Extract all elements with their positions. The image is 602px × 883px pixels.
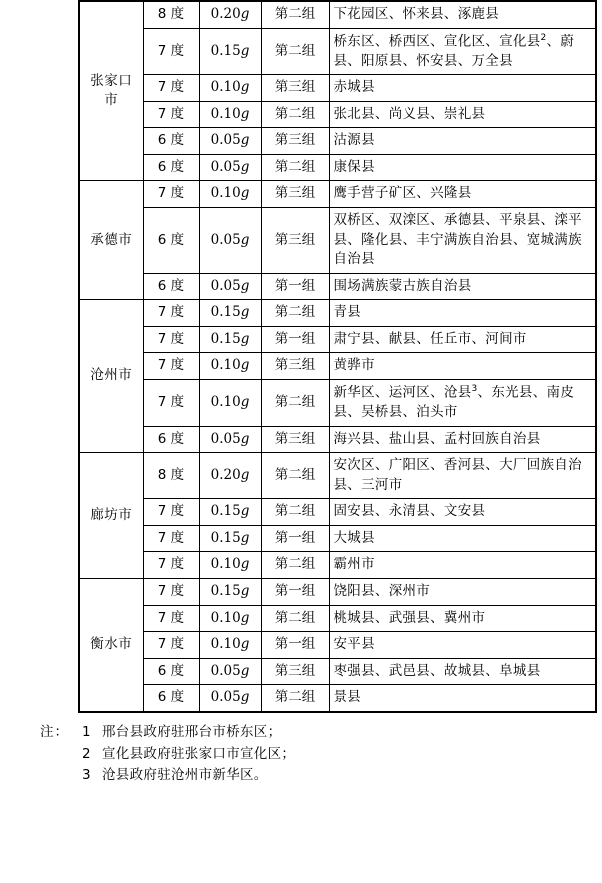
counties-cell: 桃城县、武强县、冀州市 — [329, 605, 596, 632]
table-row — [79, 605, 596, 632]
acceleration-cell: 0.05g — [199, 426, 261, 453]
counties-cell: 围场满族蒙古族自治县 — [329, 273, 596, 300]
acceleration-cell: 0.15g — [199, 525, 261, 552]
counties-cell: 霸州市 — [329, 552, 596, 579]
city-cell-langfang: 廊坊市 — [79, 453, 143, 579]
acceleration-cell: 0.15g — [199, 499, 261, 526]
acceleration-cell: 0.15g — [199, 326, 261, 353]
intensity-cell: 7 度 — [143, 300, 199, 327]
footnote-text: 宣化县政府驻张家口市宣化区； — [102, 745, 296, 762]
intensity-cell: 7 度 — [143, 379, 199, 426]
table-row — [79, 499, 596, 526]
intensity-cell: 7 度 — [143, 578, 199, 605]
counties-cell: 景县 — [329, 685, 596, 712]
city-cell-cangzhou: 沧州市 — [79, 300, 143, 453]
counties-cell: 固安县、永清县、文安县 — [329, 499, 596, 526]
counties-cell: 安次区、广阳区、香河县、大厂回族自治县、三河市 — [329, 453, 596, 499]
acceleration-cell: 0.10g — [199, 632, 261, 659]
design-group-cell: 第三组 — [261, 426, 329, 453]
design-group-cell: 第二组 — [261, 453, 329, 499]
acceleration-cell: 0.05g — [199, 273, 261, 300]
design-group-cell: 第二组 — [261, 154, 329, 181]
footnote-item — [40, 765, 602, 787]
acceleration-cell: 0.10g — [199, 353, 261, 380]
intensity-cell: 8 度 — [143, 1, 199, 28]
intensity-cell: 7 度 — [143, 101, 199, 128]
table-row — [79, 658, 596, 685]
design-group-cell: 第二组 — [261, 28, 329, 75]
design-group-cell: 第二组 — [261, 499, 329, 526]
intensity-cell: 7 度 — [143, 525, 199, 552]
acceleration-cell: 0.10g — [199, 181, 261, 208]
acceleration-cell: 0.10g — [199, 552, 261, 579]
table-row — [79, 426, 596, 453]
counties-cell: 青县 — [329, 300, 596, 327]
counties-cell: 桥东区、桥西区、宣化区、宣化县$^2$、蔚县、阳原县、怀安县、万全县 — [329, 28, 596, 75]
design-group-cell: 第三组 — [261, 75, 329, 102]
table-row — [79, 632, 596, 659]
footnote-item — [40, 744, 602, 766]
city-cell-chengde: 承德市 — [79, 181, 143, 300]
design-group-cell: 第一组 — [261, 525, 329, 552]
acceleration-cell: 0.05g — [199, 128, 261, 155]
intensity-cell: 7 度 — [143, 499, 199, 526]
city-cell-hengshui: 衡水市 — [79, 578, 143, 711]
design-group-cell: 第二组 — [261, 101, 329, 128]
table-footnotes — [40, 722, 602, 788]
footnote-label: 注： — [40, 723, 69, 740]
counties-cell: 双桥区、双滦区、承德县、平泉县、滦平县、隆化县、丰宁满族自治县、宽城满族自治县 — [329, 208, 596, 274]
acceleration-cell: 0.15g — [199, 28, 261, 75]
table-row — [79, 154, 596, 181]
table-row — [79, 578, 596, 605]
table-row — [79, 75, 596, 102]
table-row — [79, 525, 596, 552]
counties-cell: 饶阳县、深州市 — [329, 578, 596, 605]
design-group-cell: 第三组 — [261, 128, 329, 155]
counties-cell: 肃宁县、献县、任丘市、河间市 — [329, 326, 596, 353]
counties-cell: 鹰手营子矿区、兴隆县 — [329, 181, 596, 208]
design-group-cell: 第二组 — [261, 552, 329, 579]
intensity-cell: 7 度 — [143, 353, 199, 380]
counties-cell: 海兴县、盐山县、孟村回族自治县 — [329, 426, 596, 453]
table-row — [79, 273, 596, 300]
footnote-number: 3 — [82, 767, 91, 784]
design-group-cell: 第一组 — [261, 326, 329, 353]
design-group-cell: 第三组 — [261, 353, 329, 380]
footnote-text: 沧县政府驻沧州市新华区。 — [102, 767, 268, 784]
table-row — [79, 101, 596, 128]
acceleration-cell: 0.20g — [199, 1, 261, 28]
city-cell-zhangjiakou: 张家口市 — [79, 1, 143, 181]
table-row — [79, 1, 596, 28]
intensity-cell: 6 度 — [143, 128, 199, 155]
footnote-number: 2 — [82, 745, 91, 762]
design-group-cell: 第二组 — [261, 379, 329, 426]
intensity-cell: 6 度 — [143, 154, 199, 181]
acceleration-cell: 0.05g — [199, 685, 261, 712]
seismic-zoning-table — [78, 0, 597, 713]
intensity-cell: 7 度 — [143, 75, 199, 102]
table-body — [79, 1, 596, 712]
design-group-cell: 第二组 — [261, 1, 329, 28]
design-group-cell: 第一组 — [261, 632, 329, 659]
counties-cell: 康保县 — [329, 154, 596, 181]
footnote-item — [40, 722, 602, 744]
counties-cell: 张北县、尚义县、崇礼县 — [329, 101, 596, 128]
counties-cell: 黄骅市 — [329, 353, 596, 380]
intensity-cell: 8 度 — [143, 453, 199, 499]
table-row — [79, 552, 596, 579]
intensity-cell: 7 度 — [143, 632, 199, 659]
intensity-cell: 6 度 — [143, 273, 199, 300]
design-group-cell: 第三组 — [261, 181, 329, 208]
intensity-cell: 7 度 — [143, 28, 199, 75]
counties-cell: 大城县 — [329, 525, 596, 552]
counties-cell: 枣强县、武邑县、故城县、阜城县 — [329, 658, 596, 685]
intensity-cell: 6 度 — [143, 685, 199, 712]
intensity-cell: 7 度 — [143, 326, 199, 353]
design-group-cell: 第一组 — [261, 578, 329, 605]
acceleration-cell: 0.20g — [199, 453, 261, 499]
intensity-cell: 7 度 — [143, 181, 199, 208]
design-group-cell: 第二组 — [261, 685, 329, 712]
intensity-cell: 6 度 — [143, 208, 199, 274]
acceleration-cell: 0.05g — [199, 658, 261, 685]
intensity-cell: 7 度 — [143, 552, 199, 579]
design-group-cell: 第三组 — [261, 208, 329, 274]
table-row — [79, 453, 596, 499]
table-row — [79, 208, 596, 274]
counties-cell: 沽源县 — [329, 128, 596, 155]
counties-cell: 新华区、运河区、沧县$^3$、东光县、南皮县、吴桥县、泊头市 — [329, 379, 596, 426]
design-group-cell: 第二组 — [261, 605, 329, 632]
intensity-cell: 6 度 — [143, 658, 199, 685]
acceleration-cell: 0.15g — [199, 578, 261, 605]
acceleration-cell: 0.15g — [199, 300, 261, 327]
intensity-cell: 6 度 — [143, 426, 199, 453]
counties-cell: 安平县 — [329, 632, 596, 659]
table-row — [79, 300, 596, 327]
design-group-cell: 第三组 — [261, 658, 329, 685]
footnote-text: 邢台县政府驻邢台市桥东区； — [102, 723, 282, 740]
table-row — [79, 379, 596, 426]
design-group-cell: 第一组 — [261, 273, 329, 300]
acceleration-cell: 0.10g — [199, 75, 261, 102]
acceleration-cell: 0.10g — [199, 379, 261, 426]
counties-cell: 下花园区、怀来县、涿鹿县 — [329, 1, 596, 28]
table-row — [79, 685, 596, 712]
design-group-cell: 第二组 — [261, 300, 329, 327]
table-row — [79, 326, 596, 353]
footnote-number: 1 — [82, 723, 91, 740]
acceleration-cell: 0.10g — [199, 605, 261, 632]
table-row — [79, 128, 596, 155]
intensity-cell: 7 度 — [143, 605, 199, 632]
acceleration-cell: 0.10g — [199, 101, 261, 128]
table-row — [79, 353, 596, 380]
counties-cell: 赤城县 — [329, 75, 596, 102]
table-row — [79, 28, 596, 75]
table-row — [79, 181, 596, 208]
acceleration-cell: 0.05g — [199, 208, 261, 274]
acceleration-cell: 0.05g — [199, 154, 261, 181]
